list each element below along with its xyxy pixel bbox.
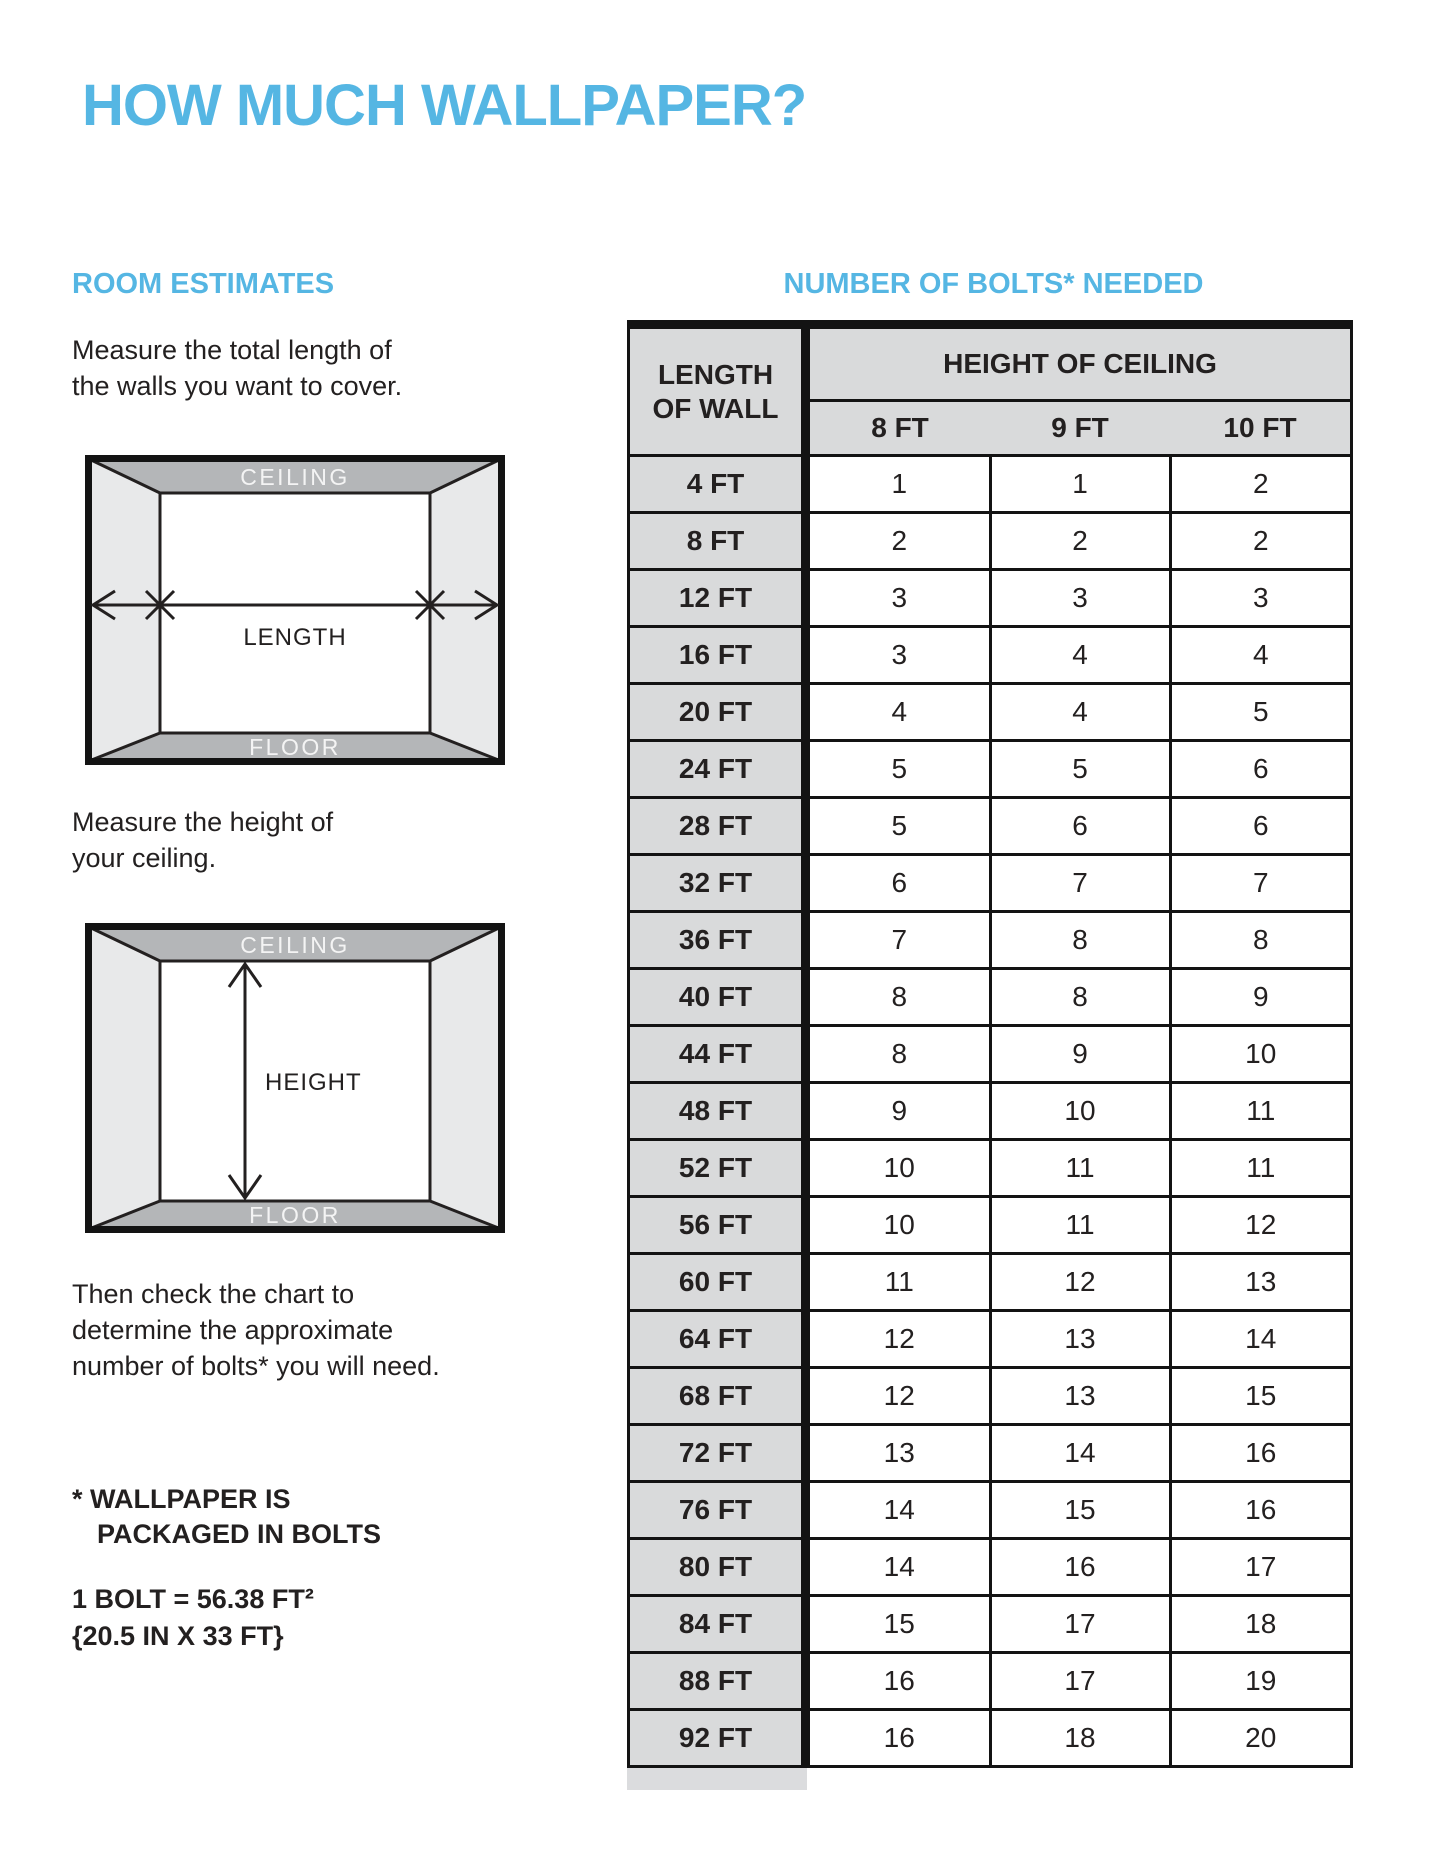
row-header-wall-length: 64 FT [629,1311,806,1368]
bolt-count-cell: 7 [1170,855,1352,912]
bolt-count-cell: 9 [990,1026,1170,1083]
instruction-check-chart [72,1276,440,1384]
bolt-count-cell: 1 [990,456,1170,513]
bolt-count-cell: 10 [1170,1026,1352,1083]
bolt-count-cell: 16 [1170,1425,1352,1482]
footnote-line: PACKAGED IN BOLTS [97,1519,382,1549]
row-header-wall-length: 60 FT [629,1254,806,1311]
bolt-count-cell: 14 [1170,1311,1352,1368]
bolt-count-cell: 6 [1170,798,1352,855]
bolt-count-cell: 3 [806,570,991,627]
bolt-info-line: 1 BOLT = 56.38 FT² [72,1584,314,1614]
table-row [629,1596,1352,1653]
row-header-wall-length: 8 FT [629,513,806,570]
bolt-count-cell: 14 [806,1482,991,1539]
bolt-count-cell: 11 [806,1254,991,1311]
bolt-count-cell: 18 [1170,1596,1352,1653]
footnote-line: * WALLPAPER IS [72,1484,291,1514]
bolt-count-cell: 13 [1170,1254,1352,1311]
bolt-count-cell: 16 [806,1653,991,1710]
bolt-count-cell: 8 [806,969,991,1026]
table-row [629,741,1352,798]
table-row [629,570,1352,627]
row-header-wall-length: 84 FT [629,1596,806,1653]
row-header-wall-length: 16 FT [629,627,806,684]
bolt-count-cell: 12 [806,1368,991,1425]
table-row [629,969,1352,1026]
row-header-wall-length: 36 FT [629,912,806,969]
row-header-wall-length: 4 FT [629,456,806,513]
bolt-count-cell: 15 [806,1596,991,1653]
row-header-wall-length: 72 FT [629,1425,806,1482]
bolt-count-cell: 4 [990,684,1170,741]
floor-label: FLOOR [249,734,341,760]
row-header-wall-length: 20 FT [629,684,806,741]
bolt-count-cell: 1 [806,456,991,513]
bolt-count-cell: 7 [990,855,1170,912]
bolt-count-cell: 9 [806,1083,991,1140]
bolt-count-cell: 2 [1170,456,1352,513]
table-row [629,1026,1352,1083]
table-row [629,1368,1352,1425]
row-header-wall-length: 92 FT [629,1710,806,1767]
bolt-count-cell: 5 [806,798,991,855]
bolt-size-info [72,1581,314,1655]
bolt-count-cell: 16 [806,1710,991,1767]
bolt-count-cell: 3 [806,627,991,684]
bolt-count-cell: 12 [990,1254,1170,1311]
table-row [629,1311,1352,1368]
bolt-count-cell: 10 [806,1197,991,1254]
bolt-count-cell: 2 [1170,513,1352,570]
table-row [629,912,1352,969]
wallpaper-bolts-footnote [72,1482,381,1552]
bolt-count-cell: 6 [806,855,991,912]
row-header-wall-length: 52 FT [629,1140,806,1197]
row-header-wall-length: 12 FT [629,570,806,627]
row-header-wall-length: 32 FT [629,855,806,912]
table-row [629,456,1352,513]
row-header-wall-length: 88 FT [629,1653,806,1710]
bolt-count-cell: 15 [1170,1368,1352,1425]
bolt-count-cell: 14 [990,1425,1170,1482]
instruction-line: Then check the chart to [72,1279,355,1309]
table-row [629,1653,1352,1710]
bolt-count-cell: 8 [806,1026,991,1083]
bolt-count-cell: 19 [1170,1653,1352,1710]
table-row [629,798,1352,855]
bolt-count-cell: 2 [990,513,1170,570]
bolt-count-cell: 12 [1170,1197,1352,1254]
col-header-10ft: 10 FT [1170,401,1352,456]
bolt-count-cell: 4 [990,627,1170,684]
bolt-count-cell: 17 [990,1653,1170,1710]
instruction-line: your ceiling. [72,843,217,873]
table-row [629,1140,1352,1197]
row-header-wall-length: 44 FT [629,1026,806,1083]
bolt-count-cell: 11 [1170,1083,1352,1140]
bolt-count-cell: 16 [1170,1482,1352,1539]
page-title: HOW MUCH WALLPAPER? [82,73,807,138]
height-of-ceiling-header: HEIGHT OF CEILING [806,325,1352,401]
bolt-count-cell: 7 [806,912,991,969]
left-wall-surface [89,927,160,1229]
bolt-count-cell: 10 [806,1140,991,1197]
instruction-line: Measure the height of [72,807,334,837]
bolt-count-cell: 12 [806,1311,991,1368]
table-row [629,855,1352,912]
bolt-count-cell: 2 [806,513,991,570]
table-row [629,684,1352,741]
bolt-count-cell: 14 [806,1539,991,1596]
instruction-measure-length [72,332,402,404]
bolt-count-cell: 8 [1170,912,1352,969]
bolt-count-cell: 13 [990,1368,1170,1425]
bolt-count-cell: 20 [1170,1710,1352,1767]
table-row [629,1083,1352,1140]
bolts-table-container [627,320,1353,1790]
instruction-line: determine the approximate [72,1315,394,1345]
instruction-line: number of bolts* you will need. [72,1351,440,1381]
bolt-count-cell: 18 [990,1710,1170,1767]
table-row [629,513,1352,570]
table-footer-strip [627,1768,807,1790]
instruction-line: Measure the total length of [72,335,392,365]
row-header-wall-length: 76 FT [629,1482,806,1539]
room-length-diagram [85,455,505,765]
back-wall-surface [160,493,430,733]
room-estimates-heading: ROOM ESTIMATES [72,268,335,300]
table-row [629,1425,1352,1482]
right-wall-surface [430,927,501,1229]
bolt-count-cell: 6 [990,798,1170,855]
bolts-table-body [629,456,1352,1767]
bolt-count-cell: 8 [990,912,1170,969]
row-header-wall-length: 48 FT [629,1083,806,1140]
col-header-9ft: 9 FT [990,401,1170,456]
bolt-count-cell: 13 [990,1311,1170,1368]
bolt-count-cell: 10 [990,1083,1170,1140]
bolt-count-cell: 16 [990,1539,1170,1596]
bolt-count-cell: 11 [1170,1140,1352,1197]
room-height-diagram [85,923,505,1233]
instruction-measure-height [72,804,333,876]
bolt-count-cell: 13 [806,1425,991,1482]
bolt-count-cell: 5 [990,741,1170,798]
table-row [629,1710,1352,1767]
ceiling-label: CEILING [240,464,350,490]
length-of-wall-header-line: LENGTH [657,358,774,390]
bolt-count-cell: 17 [1170,1539,1352,1596]
bolts-needed-heading: NUMBER OF BOLTS* NEEDED [783,268,1204,300]
instruction-line: the walls you want to cover. [72,371,403,401]
bolt-count-cell: 11 [990,1197,1170,1254]
bolt-count-cell: 3 [990,570,1170,627]
bolt-count-cell: 4 [1170,627,1352,684]
ceiling-label: CEILING [240,932,350,958]
row-header-wall-length: 24 FT [629,741,806,798]
bolt-count-cell: 9 [1170,969,1352,1026]
table-row [629,1197,1352,1254]
length-label: LENGTH [243,624,347,651]
bolt-count-cell: 3 [1170,570,1352,627]
bolt-count-cell: 17 [990,1596,1170,1653]
bolt-count-cell: 15 [990,1482,1170,1539]
table-row [629,1254,1352,1311]
height-label: HEIGHT [265,1069,362,1096]
bolt-count-cell: 6 [1170,741,1352,798]
bolt-count-cell: 5 [806,741,991,798]
bolt-count-cell: 11 [990,1140,1170,1197]
bolt-count-cell: 8 [990,969,1170,1026]
table-row [629,1539,1352,1596]
row-header-wall-length: 40 FT [629,969,806,1026]
length-of-wall-header [629,325,806,456]
bolt-count-cell: 5 [1170,684,1352,741]
bolt-count-cell: 4 [806,684,991,741]
length-of-wall-header-line: OF WALL [652,392,779,424]
row-header-wall-length: 68 FT [629,1368,806,1425]
bolts-table [627,320,1353,1768]
col-header-8ft: 8 FT [806,401,991,456]
table-row [629,1482,1352,1539]
table-row [629,627,1352,684]
row-header-wall-length: 56 FT [629,1197,806,1254]
row-header-wall-length: 80 FT [629,1539,806,1596]
row-header-wall-length: 28 FT [629,798,806,855]
floor-label: FLOOR [249,1202,341,1228]
bolt-info-line: {20.5 IN X 33 FT} [72,1621,284,1651]
